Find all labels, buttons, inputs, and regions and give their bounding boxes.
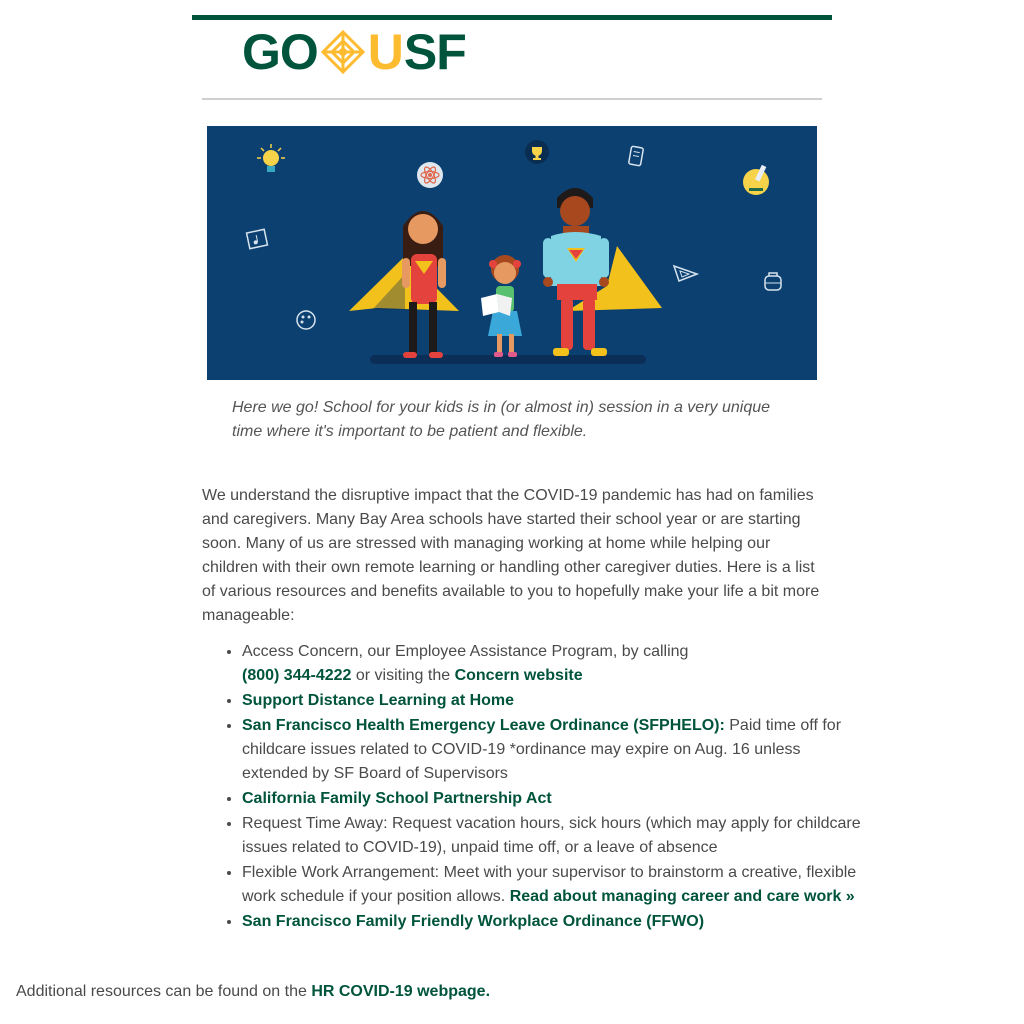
- child-figure: [481, 255, 522, 357]
- ffwo-link[interactable]: San Francisco Family Friendly Workplace Ordinance (FFWO): [242, 913, 705, 930]
- atom-icon: [417, 162, 443, 188]
- top-accent-bar: [192, 15, 832, 20]
- distance-learning-link[interactable]: Support Distance Learning at Home: [242, 692, 515, 709]
- list-item: [242, 714, 867, 786]
- list-item: [242, 689, 867, 713]
- list-item: [242, 861, 867, 909]
- logo-go-text: GO: [242, 24, 318, 80]
- family-school-partnership-link[interactable]: California Family School Partnership Act: [242, 790, 552, 807]
- tablet-icon: [629, 146, 644, 166]
- music-sheet-icon: [247, 229, 268, 248]
- microscope-icon: [743, 165, 769, 195]
- item-text: Paid time off for childcare issues related to COVID-19 *ordinance may expire on Aug. 16 unless extended by SF Board of Supervisors: [242, 717, 842, 782]
- item-text: or visiting the: [351, 667, 455, 684]
- list-item: [242, 910, 867, 934]
- logo-sf-text: SF: [403, 24, 466, 80]
- trophy-icon: [525, 140, 549, 164]
- logo-u-text: U: [367, 24, 404, 80]
- go-usf-logo: [242, 24, 466, 80]
- mother-figure: [349, 211, 459, 358]
- hero-illustration: [207, 126, 817, 380]
- resources-list: [202, 640, 867, 935]
- sfphelo-link[interactable]: San Francisco Health Emergency Leave Ordinance (SFPHELO):: [242, 717, 725, 734]
- usf-diamond-emblem-icon: [320, 29, 366, 75]
- hero-caption: Here we go! School for your kids is in (or almost in) session in a very unique time where it's important to be patient and flexible.: [232, 399, 771, 440]
- list-item: [242, 640, 867, 688]
- item-text: Access Concern, our Employee Assistance Program, by calling: [242, 643, 689, 660]
- item-text: Flexible Work Arrangement: Meet with your supervisor to brainstorm a creative, flexible work schedule if your position allows.: [242, 864, 857, 905]
- list-item: [242, 812, 867, 860]
- triangle-ruler-icon: [674, 266, 697, 281]
- career-care-work-link[interactable]: Read about managing career and care work »: [509, 888, 855, 905]
- intro-paragraph: We understand the disruptive impact that the COVID-19 pandemic has had on families and caregivers. Many Bay Area schools have started their school year or are starting soon. Many of us are stressed with managing working at home while helping our children with their own remote learning or handling other caregiver duties. Here is a list of various resources and benefits available to you to hopefully make your life a bit more manageable:: [202, 487, 820, 624]
- lightbulb-icon: [257, 144, 285, 172]
- hr-covid-webpage-link[interactable]: HR COVID-19 webpage.: [311, 983, 491, 1000]
- father-figure: [543, 188, 662, 356]
- concern-website-link[interactable]: Concern website: [454, 667, 583, 684]
- concern-phone-link[interactable]: (800) 344-4222: [242, 667, 352, 684]
- superhero-family-illustration: [207, 126, 817, 380]
- footer-text: Additional resources can be found on the: [16, 983, 312, 1000]
- backpack-icon: [765, 273, 781, 290]
- list-item: [242, 787, 867, 811]
- email-body: [192, 15, 861, 930]
- item-text: Request Time Away: Request vacation hours, sick hours (which may apply for childcare issues related to COVID-19), unpaid time off, or a leave of absence: [242, 815, 861, 856]
- header-divider: [202, 98, 822, 100]
- palette-icon: [297, 311, 315, 329]
- additional-resources-line: [16, 980, 636, 1004]
